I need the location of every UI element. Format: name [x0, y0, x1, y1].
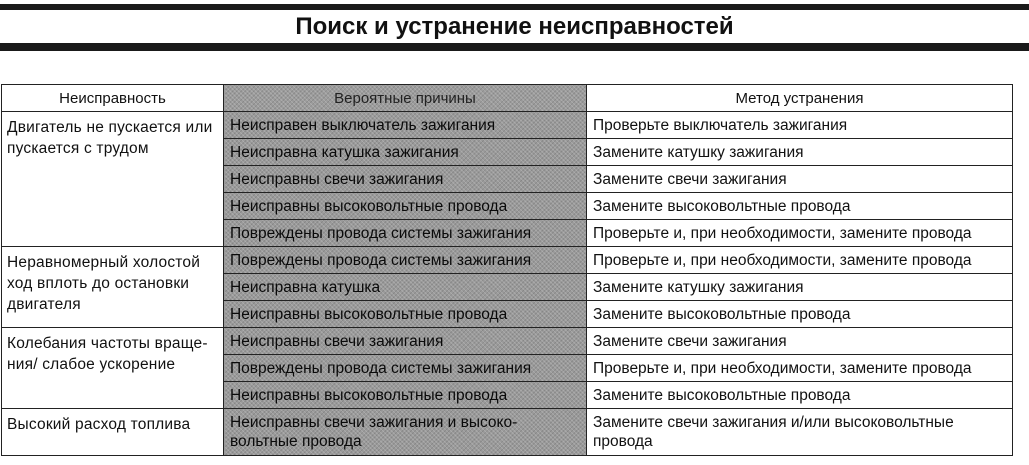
cause-cell: Повреждены провода системы зажигания [224, 247, 587, 274]
symptom-cell: Колебания частоты враще-ния/ слабое ускорение [2, 328, 224, 409]
remedy-cell: Проверьте и, при необходимости, замените провода [587, 220, 1013, 247]
symptom-cell: Двигатель не пускается или пускается с трудом [2, 112, 224, 247]
header-row [2, 85, 1013, 112]
cause-cell: Неисправна катушка [224, 274, 587, 301]
title-bottom-rule [0, 43, 1029, 51]
table-row [2, 112, 1013, 139]
header-cause: Вероятные причины [224, 85, 587, 112]
cause-cell: Неисправны свечи зажигания [224, 166, 587, 193]
cause-cell: Повреждены провода системы зажигания [224, 355, 587, 382]
remedy-cell: Замените катушку зажигания [587, 274, 1013, 301]
cause-cell: Неисправны свечи зажигания и высоко-вольтные провода [224, 409, 587, 456]
page-title: Поиск и устранение неисправностей [295, 13, 734, 40]
remedy-cell: Замените свечи зажигания [587, 328, 1013, 355]
cause-cell: Неисправны высоковольтные провода [224, 301, 587, 328]
cause-cell: Неисправны высоковольтные провода [224, 382, 587, 409]
remedy-cell: Замените свечи зажигания и/или высоковольтные провода [587, 409, 1013, 456]
cause-cell: Неисправны свечи зажигания [224, 328, 587, 355]
troubleshooting-table-container [1, 84, 1012, 456]
cause-cell: Неисправны высоковольтные провода [224, 193, 587, 220]
remedy-cell: Проверьте и, при необходимости, замените провода [587, 247, 1013, 274]
table-row [2, 247, 1013, 274]
symptom-cell: Неравномерный холостой ход вплоть до остановки двигателя [2, 247, 224, 328]
table-row [2, 409, 1013, 456]
cause-cell: Повреждены провода системы зажигания [224, 220, 587, 247]
table-row [2, 328, 1013, 355]
remedy-cell: Замените свечи зажигания [587, 166, 1013, 193]
remedy-cell: Замените катушку зажигания [587, 139, 1013, 166]
cause-cell: Неисправна катушка зажигания [224, 139, 587, 166]
symptom-cell: Высокий расход топлива [2, 409, 224, 456]
header-remedy: Метод устранения [587, 85, 1013, 112]
remedy-cell: Замените высоковольтные провода [587, 193, 1013, 220]
remedy-cell: Проверьте и, при необходимости, замените провода [587, 355, 1013, 382]
remedy-cell: Замените высоковольтные провода [587, 382, 1013, 409]
remedy-cell: Замените высоковольтные провода [587, 301, 1013, 328]
troubleshooting-table [1, 84, 1013, 456]
header-symptom: Неисправность [2, 85, 224, 112]
cause-cell: Неисправен выключатель зажигания [224, 112, 587, 139]
remedy-cell: Проверьте выключатель зажигания [587, 112, 1013, 139]
